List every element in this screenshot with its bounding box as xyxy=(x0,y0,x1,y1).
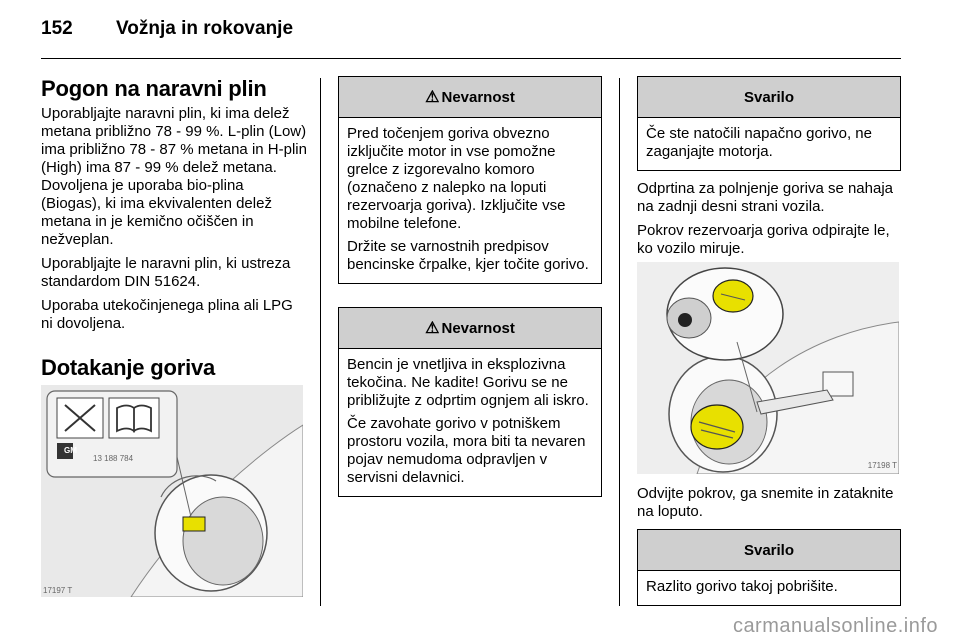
sticker-code: 13 188 784 xyxy=(93,454,134,463)
column-divider xyxy=(619,78,620,606)
fuel-flap-sticker-illustration xyxy=(41,385,303,597)
column-1 xyxy=(41,76,307,381)
header-rule xyxy=(41,58,901,59)
section-heading: Dotakanje goriva xyxy=(41,355,216,380)
fuel-cap-illustration xyxy=(637,262,899,474)
section-heading: Pogon na naravni plin xyxy=(41,76,267,101)
paragraph: Če zavohate gorivo v potniškem prostoru vozila, mora biti ta nevaren pojav nemudoma odpravljen v servisni delavnici. xyxy=(347,415,586,486)
paragraph: Odvijte pokrov, ga snemite in zataknite na loputo. xyxy=(637,485,894,520)
chapter-title: Vožnja in rokovanje xyxy=(116,18,294,39)
paragraph: Držite se varnostnih predpisov bencinske črpalke, kjer točite gorivo. xyxy=(347,238,589,273)
danger-box-title: Nevarnost xyxy=(441,88,515,106)
page-number: 152 xyxy=(41,18,73,39)
caution-box-title: Svarilo xyxy=(743,541,795,559)
caution-box-title: Svarilo xyxy=(743,88,795,106)
caution-box-body xyxy=(638,571,900,605)
paragraph: Če ste natočili napačno gorivo, ne zaganjajte motorja. xyxy=(646,125,872,160)
column-divider xyxy=(320,78,321,606)
paragraph: Pred točenjem goriva obvezno izključite motor in vse pomožne grelce z izgorevalno komoro (označeno z nalepko na loputi rezervoarja goriva). Izključite vse mobilne telefone. xyxy=(347,125,566,232)
caution-box-header xyxy=(638,530,900,571)
paragraph: Uporabljajte naravni plin, ki ima delež metana približno 78 - 99 %. L-plin (Low) ima približno 78 - 87 % metana in H-plin (High) ima 87 - 99 % delež metana. Dovoljena je uporaba bio-plina (Biogas), ki ima ekvivalenten delež metana in je kemično očiščen in nežveplan. xyxy=(41,105,307,248)
column-3-text xyxy=(637,180,903,264)
sticker-logo: GM xyxy=(64,446,77,455)
danger-box-body xyxy=(339,349,601,496)
caution-box-1 xyxy=(637,76,901,171)
danger-box-header xyxy=(339,308,601,349)
watermark: carmanualsonline.info xyxy=(732,615,938,637)
warning-triangle-icon: ⚠ xyxy=(425,320,440,337)
paragraph: Odprtina za polnjenje goriva se nahaja na zadnji desni strani vozila. xyxy=(637,180,894,215)
danger-box-title: Nevarnost xyxy=(441,319,515,337)
warning-triangle-icon: ⚠ xyxy=(425,89,440,106)
danger-box-2 xyxy=(338,307,602,497)
caution-box-body xyxy=(638,118,900,170)
danger-box-header xyxy=(339,77,601,118)
paragraph: Pokrov rezervoarja goriva odpirajte le, ko vozilo miruje. xyxy=(637,222,890,257)
column-3-text-2 xyxy=(637,485,903,527)
figure-code: 17198 T xyxy=(867,461,897,470)
paragraph: Uporaba utekočinjenega plina ali LPG ni dovoljena. xyxy=(41,297,293,332)
paragraph: Razlito gorivo takoj pobrišite. xyxy=(646,578,838,595)
paragraph: Bencin je vnetljiva in eksplozivna tekočina. Ne kadite! Gorivu se ne približujte z odprtim ognjem ali iskro. xyxy=(347,356,589,409)
caution-box-header xyxy=(638,77,900,118)
caution-box-2 xyxy=(637,529,901,606)
figure-code: 17197 T xyxy=(43,586,73,595)
paragraph: Uporabljajte le naravni plin, ki ustreza standardom DIN 51624. xyxy=(41,255,291,290)
danger-box-1 xyxy=(338,76,602,284)
danger-box-body xyxy=(339,118,601,283)
